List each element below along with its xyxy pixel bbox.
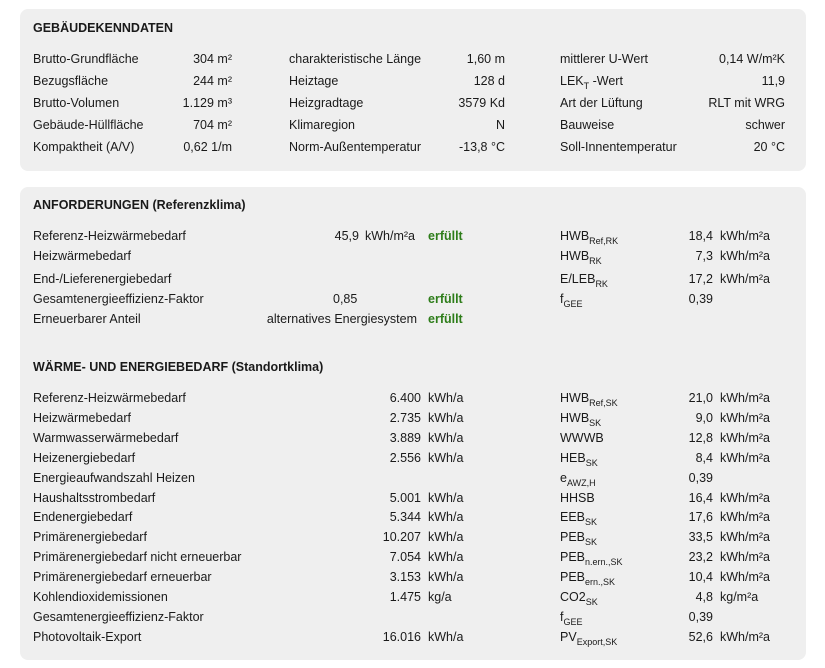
bedarf-value: 10.207 (382, 530, 421, 544)
bedarf-symbol (560, 390, 618, 406)
bedarf-unit: kWh/a (428, 411, 464, 425)
bedarf-unit2: kWh/m²a (720, 530, 770, 544)
kenndaten-value: 244 m² (193, 74, 232, 88)
kenndaten-label (560, 73, 623, 89)
kenndaten-value: 20 °C (753, 140, 785, 154)
kenndaten-value: 1,60 m (466, 52, 505, 66)
label-text: LEK (560, 74, 584, 88)
bedarf-unit: kWh/a (428, 570, 464, 584)
gebaeudekenndaten-title: GEBÄUDEKENNDATEN (33, 21, 174, 35)
bedarf-number: 16,4 (688, 491, 713, 505)
kenndaten-value: 0,14 W/m²K (719, 52, 785, 66)
kenndaten-label (560, 51, 648, 67)
anforderung-label: Heizwärmebedarf (33, 249, 131, 263)
anforderung-unit: kWh/m²a (365, 229, 415, 243)
anforderung-status: erfüllt (428, 229, 463, 243)
bedarf-number: 8,4 (695, 451, 713, 465)
bedarf-value: 2.735 (389, 411, 421, 425)
bedarf-unit: kWh/a (428, 431, 464, 445)
bedarf-value: 6.400 (389, 391, 421, 405)
symbol-subscript: SK (585, 537, 598, 547)
bedarf-unit2: kWh/m²a (720, 510, 770, 524)
bedarf-symbol (560, 410, 601, 426)
bedarf-number: 4,8 (695, 590, 713, 604)
symbol-text: HEB (560, 451, 586, 465)
anforderung-status: erfüllt (428, 292, 463, 306)
anforderung-label: Referenz-Heizwärmebedarf (33, 229, 186, 243)
anforderung-unit2: kWh/m²a (720, 272, 770, 286)
symbol-text: f (560, 610, 564, 624)
kenndaten-label: Klimaregion (289, 118, 356, 132)
label-suffix: -Wert (589, 74, 623, 88)
bedarf-unit2: kWh/m²a (720, 570, 770, 584)
symbol-text: CO2 (560, 590, 586, 604)
kenndaten-label: Norm-Außentemperatur (289, 140, 421, 154)
label-text: mittlerer U-Wert (560, 52, 648, 66)
anforderung-status: erfüllt (428, 312, 463, 326)
kenndaten-label (560, 139, 677, 155)
symbol-subscript: RK (595, 279, 608, 289)
bedarf-unit: kWh/a (428, 530, 464, 544)
bedarf-symbol (560, 609, 583, 625)
anforderung-number: 7,3 (695, 249, 713, 263)
kenndaten-label: Bezugsfläche (33, 74, 109, 88)
kenndaten-label (560, 95, 643, 111)
kenndaten-value: 0,62 1/m (183, 140, 232, 154)
symbol-subscript: Ref,RK (589, 236, 619, 246)
bedarf-number: 12,8 (688, 431, 713, 445)
bedarf-label: Heizenergiebedarf (33, 451, 136, 465)
kenndaten-value: 1.129 m³ (182, 96, 232, 110)
bedarf-symbol (560, 569, 615, 585)
label-text: Soll-Innentemperatur (560, 140, 677, 154)
bedarf-unit2: kWh/m²a (720, 451, 770, 465)
symbol-text: PEB (560, 550, 586, 564)
symbol-text: f (560, 292, 564, 306)
bedarf-number: 23,2 (688, 550, 713, 564)
kenndaten-label: Brutto-Grundfläche (33, 52, 139, 66)
bedarf-label: Warmwasserwärmebedarf (33, 431, 179, 445)
kenndaten-value: 304 m² (193, 52, 232, 66)
anforderung-value: 0,85 (333, 292, 358, 306)
bedarf-label: Kohlendioxidemissionen (33, 590, 168, 604)
bedarf-unit2: kWh/m²a (720, 630, 770, 644)
bedarf-value: 3.889 (389, 431, 421, 445)
kenndaten-value: schwer (745, 118, 785, 132)
bedarf-number: 21,0 (688, 391, 713, 405)
kenndaten-value: N (495, 118, 505, 132)
bedarf-symbol (560, 629, 617, 645)
waerme-title: WÄRME- UND ENERGIEBEDARF (Standortklima) (33, 360, 324, 374)
bedarf-number: 0,39 (688, 610, 713, 624)
symbol-text: EEB (560, 510, 586, 524)
anforderung-label: Erneuerbarer Anteil (33, 312, 141, 326)
bedarf-symbol (560, 509, 597, 525)
anforderung-symbol (560, 291, 583, 307)
symbol-text: E/LEB (560, 272, 596, 286)
label-text: Art der Lüftung (560, 96, 643, 110)
symbol-text: PEB (560, 530, 586, 544)
bedarf-unit: kWh/a (428, 451, 464, 465)
bedarf-unit: kWh/a (428, 630, 464, 644)
symbol-text: PV (560, 630, 577, 644)
bedarf-symbol (560, 470, 596, 486)
symbol-subscript: AWZ,H (566, 478, 596, 488)
anforderung-number: 18,4 (688, 229, 713, 243)
symbol-text: HWB (560, 411, 590, 425)
anforderung-unit2: kWh/m²a (720, 229, 770, 243)
kenndaten-label: charakteristische Länge (289, 52, 422, 66)
symbol-subscript: Export,SK (576, 637, 618, 647)
symbol-subscript: n.ern.,SK (585, 557, 623, 567)
bedarf-label: Endenergiebedarf (33, 510, 133, 524)
symbol-subscript: SK (589, 418, 602, 428)
kenndaten-value: -13,8 °C (459, 140, 505, 154)
bedarf-unit2: kWh/m²a (720, 491, 770, 505)
label-text: Bauweise (560, 118, 615, 132)
bedarf-unit2: kWh/m²a (720, 431, 770, 445)
symbol-subscript: ern.,SK (585, 577, 616, 587)
kenndaten-label (560, 117, 614, 133)
bedarf-symbol (560, 490, 595, 506)
symbol-text: HHSB (560, 491, 595, 505)
anforderung-symbol (560, 248, 602, 264)
bedarf-unit: kg/a (428, 590, 452, 604)
bedarf-label: Heizwärmebedarf (33, 411, 131, 425)
kenndaten-value: RLT mit WRG (708, 96, 785, 110)
bedarf-label: Photovoltaik-Export (33, 630, 142, 644)
anforderung-value: 45,9 (334, 229, 359, 243)
bedarf-number: 52,6 (688, 630, 713, 644)
bedarf-symbol (560, 549, 623, 565)
kenndaten-label: Gebäude-Hüllfläche (33, 118, 144, 132)
anforderung-value: alternatives Energiesystem (266, 312, 417, 326)
symbol-text: PEB (560, 570, 586, 584)
bedarf-value: 1.475 (389, 590, 421, 604)
kenndaten-value: 11,9 (761, 74, 785, 88)
bedarf-symbol (560, 450, 598, 466)
bedarf-value: 2.556 (389, 451, 421, 465)
symbol-subscript: GEE (563, 617, 583, 627)
symbol-text: WWWB (560, 431, 604, 445)
bedarf-unit: kWh/a (428, 510, 464, 524)
anforderung-label: End-/Lieferenergiebedarf (33, 272, 172, 286)
bedarf-unit: kWh/a (428, 391, 464, 405)
bedarf-number: 9,0 (695, 411, 713, 425)
bedarf-number: 10,4 (688, 570, 713, 584)
bedarf-value: 5.001 (389, 491, 421, 505)
bedarf-value: 7.054 (389, 550, 421, 564)
bedarf-symbol (560, 430, 604, 446)
symbol-subscript: GEE (563, 299, 583, 309)
bedarf-unit: kWh/a (428, 491, 464, 505)
symbol-subscript: Ref,SK (589, 398, 618, 408)
symbol-subscript: SK (585, 458, 598, 468)
bedarf-value: 3.153 (389, 570, 421, 584)
kenndaten-label: Heiztage (289, 74, 339, 88)
bedarf-number: 17,6 (688, 510, 713, 524)
anforderung-symbol (560, 228, 618, 244)
kenndaten-value: 3579 Kd (458, 96, 505, 110)
kenndaten-label: Heizgradtage (289, 96, 364, 110)
symbol-subscript: SK (585, 597, 598, 607)
bedarf-unit2: kWh/m²a (720, 411, 770, 425)
symbol-text: HWB (560, 391, 590, 405)
kenndaten-value: 128 d (473, 74, 505, 88)
bedarf-unit2: kWh/m²a (720, 391, 770, 405)
bedarf-number: 33,5 (688, 530, 713, 544)
kenndaten-value: 704 m² (193, 118, 232, 132)
kenndaten-label: Brutto-Volumen (33, 96, 120, 110)
symbol-subscript: SK (585, 517, 598, 527)
anforderung-label: Gesamtenergieeffizienz-Faktor (33, 292, 204, 306)
bedarf-unit2: kWh/m²a (720, 550, 770, 564)
symbol-text: e (560, 471, 567, 485)
bedarf-unit: kWh/a (428, 550, 464, 564)
symbol-subscript: RK (589, 256, 602, 266)
bedarf-label: Primärenergiebedarf erneuerbar (33, 570, 212, 584)
bedarf-label: Primärenergiebedarf nicht erneuerbar (33, 550, 242, 564)
bedarf-value: 16.016 (382, 630, 421, 644)
bedarf-label: Referenz-Heizwärmebedarf (33, 391, 186, 405)
bedarf-label: Primärenergiebedarf (33, 530, 147, 544)
anforderung-number: 0,39 (688, 292, 713, 306)
bedarf-unit2: kg/m²a (720, 590, 759, 604)
bedarf-symbol (560, 529, 597, 545)
label-subscript: T (583, 81, 590, 91)
anforderung-number: 17,2 (688, 272, 713, 286)
bedarf-number: 0,39 (688, 471, 713, 485)
kenndaten-label: Kompaktheit (A/V) (33, 140, 135, 154)
symbol-text: HWB (560, 229, 590, 243)
bedarf-value: 5.344 (389, 510, 421, 524)
bedarf-label: Energieaufwandszahl Heizen (33, 471, 195, 485)
anforderung-symbol (560, 271, 608, 287)
bedarf-label: Gesamtenergieeffizienz-Faktor (33, 610, 204, 624)
symbol-text: HWB (560, 249, 590, 263)
anforderungen-title: ANFORDERUNGEN (Referenzklima) (33, 198, 246, 212)
bedarf-label: Haushaltsstrombedarf (33, 491, 156, 505)
anforderung-unit2: kWh/m²a (720, 249, 770, 263)
bedarf-symbol (560, 589, 598, 605)
